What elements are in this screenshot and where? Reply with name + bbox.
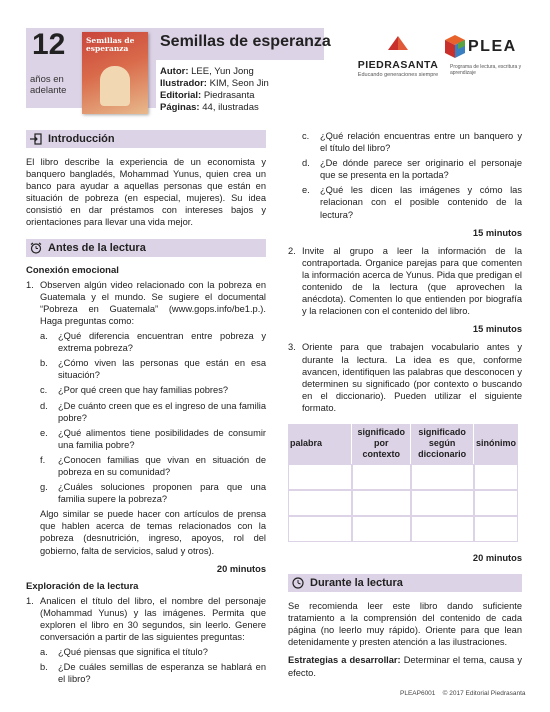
conexion-subheading: Conexión emocional [26, 264, 119, 276]
strategies-line: Estrategias a desarrollar: Determinar el tema, causa y efecto. [288, 655, 522, 678]
meta-illustrator: Ilustrador: KIM, Seon Jin [160, 78, 269, 89]
question-item: d. ¿De cuánto creen que es el ingreso de una familia pobre? [40, 400, 266, 423]
activity-item-1: 1. Observen algún video relacionado con la pobreza en Guatemala y el mundo. Se sugiere el documental “Pobreza en Guatemala” (www.gops.info/be1.p.). Haga preguntas como: [26, 279, 266, 326]
meta-pages: Páginas: 44, ilustradas [160, 102, 259, 113]
table-row [288, 516, 518, 542]
piedrasanta-mark-icon [386, 34, 410, 52]
intro-title: Introducción [48, 132, 115, 145]
question-item: b. ¿Cómo viven las personas que están en esa situación? [40, 358, 266, 381]
age-number: 12 [32, 28, 66, 61]
clock-icon [292, 577, 304, 589]
activity-note: Algo similar se puede hacer con artículos de prensa que hablen acerca de temas relacionados con la pobreza (desnutrición, ingreso, apoyos, rol del gobierno, falta de servicios, salud y otros). [40, 509, 266, 556]
activity-item-3: 3. Oriente para que trabajen vocabulario antes y durante la lectura. La idea es que, conforme avancen, identifiquen las palabras que desconocen y determinen su significado (por contexto o buscando en el diccionario). Pueden utilizar el siguiente formato. [288, 342, 522, 413]
vocabulary-table [288, 424, 518, 542]
meta-author: Autor: LEE, Yun Jong [160, 66, 254, 77]
piedrasanta-tagline: Educando generaciones siempre [357, 72, 439, 78]
plea-tagline: Programa de lectura, escritura y aprendizaje [450, 64, 522, 76]
question-item: c. ¿Por qué creen que hay familias pobres? [40, 385, 229, 396]
during-section-header [288, 574, 522, 592]
cover-title: Semillas de esperanza [86, 36, 135, 53]
intro-text: El libro describe la experiencia de un economista y banquero bangladés, Mohammad Yunus, quien crea un banco para ayudar a aquellas personas que están en situación de pobreza (en especial, mujeres). Su idea consistió en dar préstamos con intereses bajos y orientaciones para llevar una vida mejor. [26, 157, 266, 228]
activity-item-explor-1: 1. Analicen el título del libro, el nombre del personaje (Mohammad Yunus) y las imágenes. Permita que exploren el libro en 30 segundos, sin leerlo. Genere conversación a partir de las siguientes preguntas: [26, 595, 266, 643]
exploracion-subheading: Exploración de la lectura [26, 580, 139, 592]
enter-arrow-icon [30, 133, 42, 145]
question-item: b. ¿De cuáles semillas de esperanza se hablará en el libro? [40, 662, 266, 685]
table-header-row [288, 424, 518, 464]
time-label: 15 minutos [472, 227, 522, 238]
time-label: 15 minutos [472, 324, 522, 335]
book-title: Semillas de esperanza [160, 33, 331, 50]
question-item: e. ¿Qué alimentos tiene posibilidades de consumir una familia pobre? [40, 427, 266, 450]
book-metadata [160, 66, 269, 114]
right-column [288, 130, 522, 685]
question-item: a. ¿Qué diferencia encuentran entre pobreza y extrema pobreza? [40, 331, 266, 354]
cover-illustration [100, 66, 130, 106]
plea-name: PLEA [468, 38, 517, 55]
piedrasanta-logo [353, 34, 443, 78]
footer-code: PLEAP6001 [400, 690, 436, 697]
footer-copyright: © 2017 Editorial Piedrasanta [442, 690, 526, 697]
time-label: 20 minutos [472, 552, 522, 563]
question-item: e. ¿Qué les dicen las imágenes y cómo las relacionan con el posible contenido de la lectura? [302, 185, 522, 220]
activity-item-2: 2. Invite al grupo a leer la información de la contraportada. Organice parejas para que comenten la información acerca de Yunus. Pida que predigan el contenido de la lectura (que aprovechen la anécdota). Comenten lo que entienden por biografía y la relacionen con el contenido del libro. [288, 245, 523, 317]
age-label: años en adelante [30, 74, 67, 96]
during-title: Durante la lectura [310, 577, 403, 590]
time-label: 20 minutos [216, 563, 266, 574]
table-header: significado según diccionario [411, 424, 474, 464]
plea-cube-icon [444, 34, 466, 60]
alarm-clock-icon [30, 242, 42, 254]
intro-section-header [26, 130, 266, 148]
question-item: a. ¿Qué piensas que significa el título? [40, 647, 208, 658]
page-footer [400, 690, 526, 697]
question-item: c. ¿Qué relación encuentras entre un banquero y el título del libro? [302, 131, 522, 154]
book-cover-image [82, 32, 148, 114]
table-row [288, 464, 518, 490]
table-header: palabra [288, 424, 352, 464]
piedrasanta-name: PIEDRASANTA [357, 59, 439, 71]
table-header: significado por contexto [352, 424, 411, 464]
table-header: sinónimo [474, 424, 518, 464]
left-column [26, 130, 266, 688]
table-row [288, 490, 518, 516]
meta-publisher: Editorial: Piedrasanta [160, 90, 255, 101]
during-text: Se recomienda leer este libro dando suficiente tratamiento a la comprensión del contenido de cada página (no leerlo muy rápido). Oriente para que lean detenidamente y presten atención a las ilustraciones. [288, 601, 522, 648]
before-title: Antes de la lectura [48, 241, 146, 254]
question-item: f. ¿Conocen familias que vivan en situación de pobreza en su comunidad? [40, 454, 266, 477]
question-item: d. ¿De dónde parece ser originario el personaje que se presenta en la portada? [302, 158, 522, 181]
question-item: g. ¿Cuáles soluciones proponen para que una familia supere la pobreza? [40, 482, 266, 505]
before-section-header [26, 239, 266, 257]
